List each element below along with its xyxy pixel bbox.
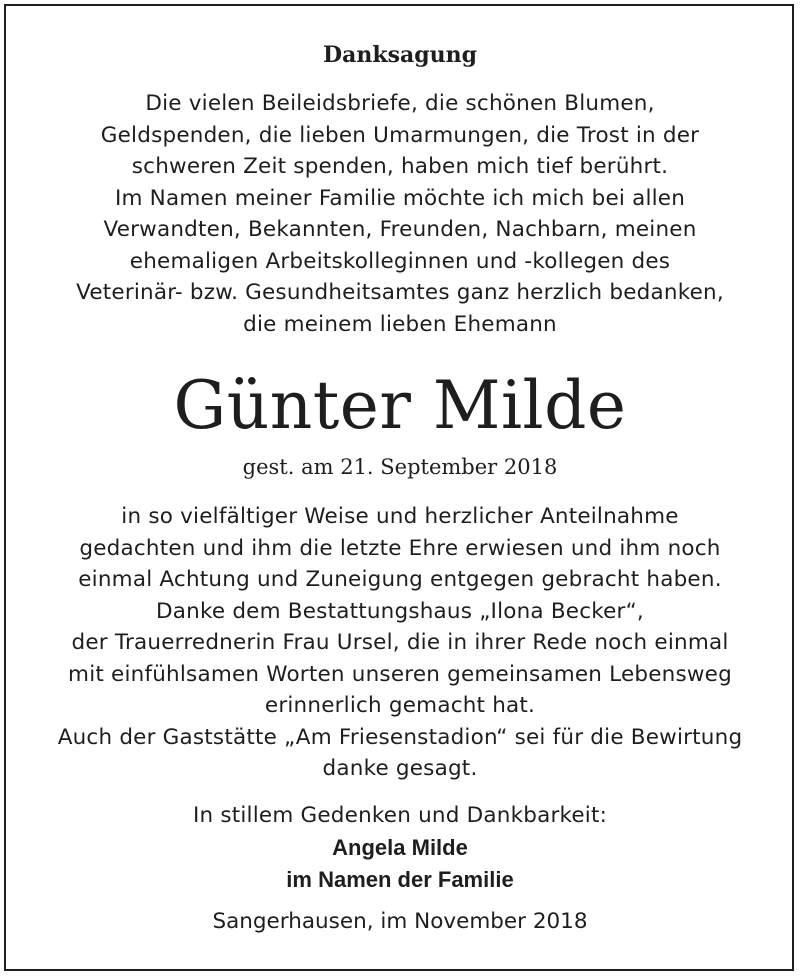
body-paragraph	[0, 501, 800, 785]
intro-line: Veterinär- bzw. Gesundheitsamtes ganz herzlich bedanken,	[76, 280, 724, 305]
intro-line: schweren Zeit spenden, haben mich tief berührt.	[131, 154, 669, 179]
notice-title: Danksagung	[323, 42, 477, 68]
intro-line: ehemaligen Arbeitskolleginnen und -kollegen des	[129, 248, 671, 274]
body-line: Auch der Gaststätte „Am Friesenstadion“ sei für die Bewirtung	[57, 724, 743, 750]
intro-line: Im Namen meiner Familie möchte ich mich bei allen	[114, 185, 686, 211]
death-date: gest. am 21. September 2018	[242, 455, 558, 479]
body-line: gedachten und ihm die letzte Ehre erwiesen und ihm noch	[79, 535, 721, 561]
closing-line: In stillem Gedenken und Dankbarkeit:	[192, 803, 608, 828]
body-line: der Trauerrednerin Frau Ursel, die in ihrer Rede noch einmal	[71, 630, 729, 655]
place-and-date: Sangerhausen, im November 2018	[212, 909, 588, 934]
body-line: Danke dem Bestattungshaus „Ilona Becker“,	[156, 598, 644, 624]
body-line: in so vielfältiger Weise und herzlicher Anteilnahme	[121, 504, 679, 529]
intro-line: Die vielen Beileidsbriefe, die schönen Blumen,	[145, 91, 655, 116]
deceased-name: Günter Milde	[173, 367, 627, 444]
intro-line: die meinem lieben Ehemann	[243, 311, 557, 337]
signer-note: im Namen der Familie	[286, 867, 514, 892]
body-line: erinnerlich gemacht hat.	[264, 693, 536, 718]
body-line: einmal Achtung und Zuneigung entgegen gebracht haben.	[78, 567, 722, 592]
body-line: mit einfühlsamen Worten unseren gemeinsamen Lebensweg	[68, 661, 732, 687]
intro-paragraph	[0, 88, 800, 340]
intro-line: Geldspenden, die lieben Umarmungen, die Trost in der	[100, 122, 700, 148]
signer-name: Angela Milde	[332, 835, 468, 860]
intro-line: Verwandten, Bekannten, Freunden, Nachbarn, meinen	[103, 217, 697, 242]
body-line: danke gesagt.	[322, 756, 478, 781]
